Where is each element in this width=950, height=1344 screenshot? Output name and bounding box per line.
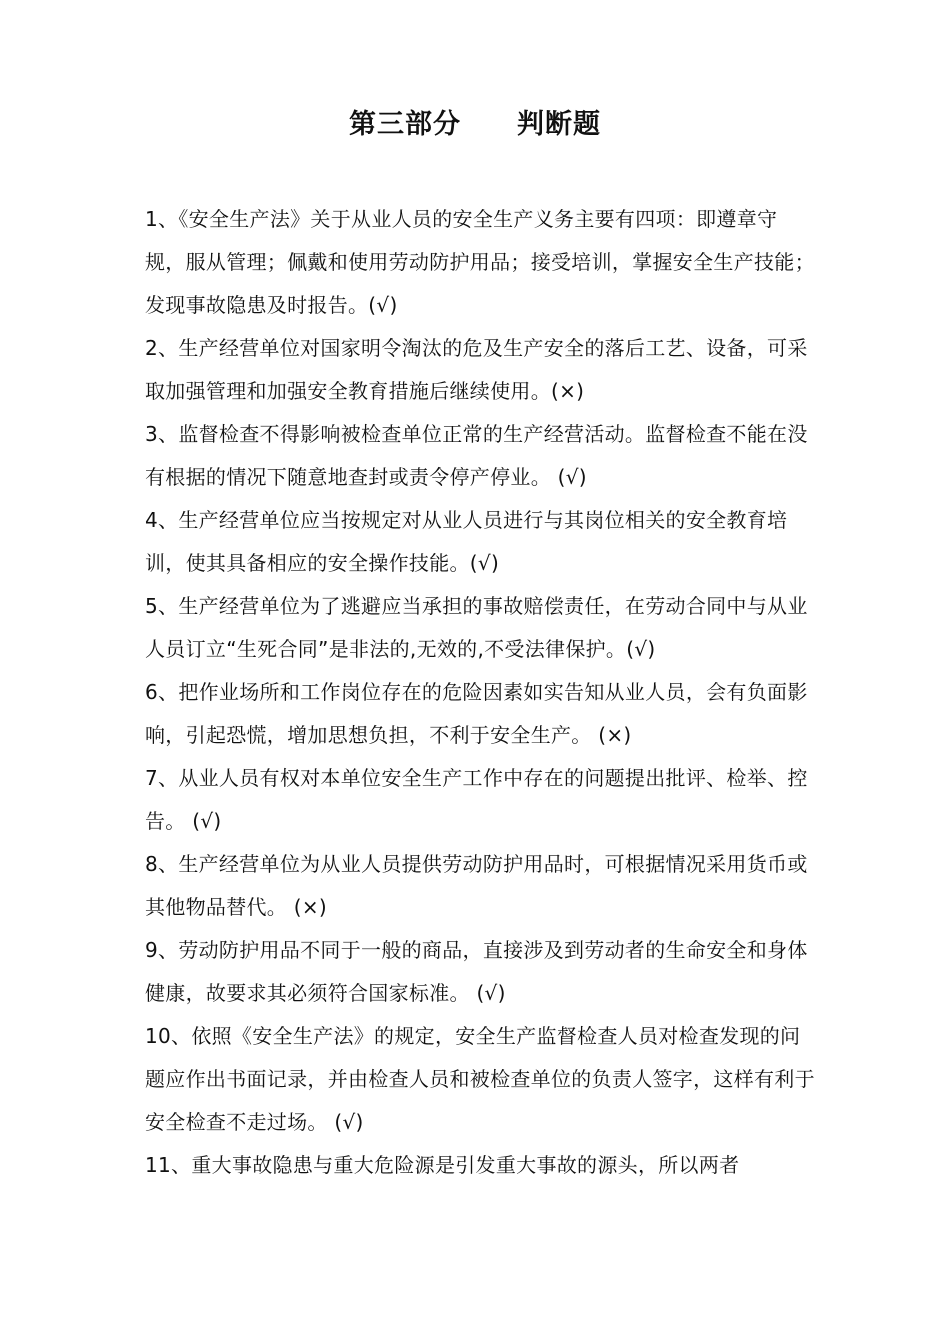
question-item-10: 10、依照《安全生产法》的规定，安全生产监督检查人员对检查发现的问题应作出书面记录，并由检查人员和被检查单位的负责人签字，这样有利于安全检查不走过场。 (√): [145, 1024, 815, 1134]
question-item-9: 9、劳动防护用品不同于一般的商品，直接涉及到劳动者的生命安全和身体健康，故要求其必须符合国家标准。 (√): [145, 938, 808, 1005]
question-item-2: 2、生产经营单位对国家明令淘汰的危及生产安全的落后工艺、设备，可采取加强管理和加强安全教育措施后继续使用。(×): [145, 336, 808, 403]
question-item-11: 11、重大事故隐患与重大危险源是引发重大事故的源头，所以两者: [145, 1153, 740, 1177]
question-item-7: 7、从业人员有权对本单位安全生产工作中存在的问题提出批评、检举、控告。 (√): [145, 766, 808, 833]
question-item-1: 1、《安全生产法》关于从业人员的安全生产义务主要有四项：即遵章守规，服从管理；佩戴和使用劳动防护用品；接受培训，掌握安全生产技能；发现事故隐患及时报告。(√): [145, 207, 815, 317]
question-item-4: 4、生产经营单位应当按规定对从业人员进行与其岗位相关的安全教育培训，使其具备相应的安全操作技能。(√): [145, 508, 788, 575]
question-item-5: 5、生产经营单位为了逃避应当承担的事故赔偿责任，在劳动合同中与从业人员订立“生死合同”是非法的,无效的,不受法律保护。(√): [145, 594, 808, 661]
question-list: [145, 198, 815, 1187]
question-item-8: 8、生产经营单位为从业人员提供劳动防护用品时，可根据情况采用货币或其他物品替代。 (×): [145, 852, 808, 919]
question-item-3: 3、监督检查不得影响被检查单位正常的生产经营活动。监督检查不能在没有根据的情况下随意地查封或责令停产停业。 (√): [145, 422, 808, 489]
title-part: 第三部分: [349, 109, 461, 140]
question-item-6: 6、把作业场所和工作岗位存在的危险因素如实告知从业人员，会有负面影响，引起恐慌，增加思想负担，不利于安全生产。 (×): [145, 680, 808, 747]
title-topic: 判断题: [517, 109, 601, 140]
page-title: [0, 100, 950, 150]
